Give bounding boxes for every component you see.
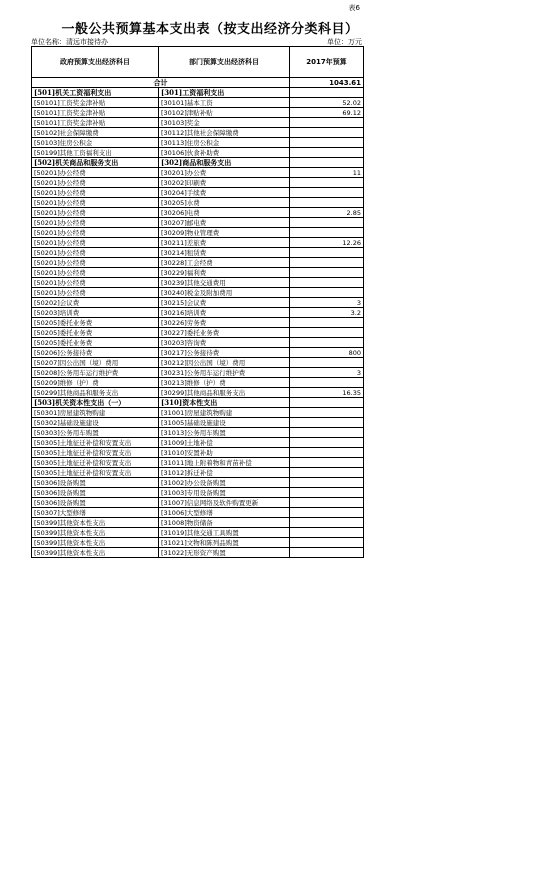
budget-value-cell	[290, 128, 364, 138]
gov-subject-cell: [50201]办公经费	[32, 288, 159, 298]
dept-subject-cell: [30215]会议费	[159, 298, 290, 308]
table-row	[32, 258, 364, 268]
table-row	[32, 208, 364, 218]
table-row	[32, 478, 364, 488]
budget-value-cell: 12.26	[290, 238, 364, 248]
table-row	[32, 98, 364, 108]
gov-subject-cell: [50201]办公经费	[32, 188, 159, 198]
total-row	[32, 78, 364, 88]
table-row	[32, 178, 364, 188]
gov-subject-cell: [50302]基础设施建设	[32, 418, 159, 428]
dept-subject-cell: [30227]委托业务费	[159, 328, 290, 338]
gov-subject-cell: [50205]委托业务费	[32, 338, 159, 348]
table-row	[32, 458, 364, 468]
table-row	[32, 428, 364, 438]
gov-subject-cell: [50205]委托业务费	[32, 318, 159, 328]
table-row	[32, 488, 364, 498]
expenditure-table	[31, 46, 364, 558]
dept-subject-cell: [31009]土地补偿	[159, 438, 290, 448]
table-row	[32, 378, 364, 388]
table-row	[32, 298, 364, 308]
dept-subject-cell: [31013]公务用车购置	[159, 428, 290, 438]
gov-subject-cell: [50201]办公经费	[32, 268, 159, 278]
table-row	[32, 438, 364, 448]
budget-value-cell	[290, 258, 364, 268]
budget-value-cell	[290, 288, 364, 298]
table-row	[32, 238, 364, 248]
table-row	[32, 218, 364, 228]
dept-subject-cell: [31012]拆迁补偿	[159, 468, 290, 478]
gov-subject-cell: [50306]设备购置	[32, 478, 159, 488]
currency-unit-label: 单位：万元	[327, 38, 362, 46]
gov-subject-cell: [50201]办公经费	[32, 218, 159, 228]
dept-subject-cell: [30201]办公费	[159, 168, 290, 178]
dept-subject-cell: [31001]房屋建筑物购建	[159, 408, 290, 418]
table-row	[32, 518, 364, 528]
gov-subject-cell: [50201]办公经费	[32, 198, 159, 208]
dept-subject-cell: [31003]专用设备购置	[159, 488, 290, 498]
gov-subject-cell: [50201]办公经费	[32, 248, 159, 258]
gov-subject-cell: [50205]委托业务费	[32, 328, 159, 338]
budget-value-cell	[290, 378, 364, 388]
budget-value-cell	[290, 548, 364, 558]
gov-subject-cell: [50399]其他资本性支出	[32, 528, 159, 538]
gov-subject-cell: [50199]其他工资福利支出	[32, 148, 159, 158]
dept-subject-cell: [31010]安置补助	[159, 448, 290, 458]
dept-subject-cell: [30299]其他商品和服务支出	[159, 388, 290, 398]
table-row	[32, 368, 364, 378]
table-row	[32, 318, 364, 328]
gov-subject-cell: [50305]土地征迁补偿和安置支出	[32, 438, 159, 448]
budget-value-cell	[290, 528, 364, 538]
gov-subject-cell: [50201]办公经费	[32, 238, 159, 248]
dept-subject-cell: [302]商品和服务支出	[159, 158, 290, 168]
dept-subject-cell: [301]工资福利支出	[159, 88, 290, 98]
budget-value-cell: 2.85	[290, 208, 364, 218]
budget-value-cell	[290, 408, 364, 418]
table-row	[32, 268, 364, 278]
budget-value-cell	[290, 448, 364, 458]
table-row	[32, 138, 364, 148]
budget-value-cell	[290, 328, 364, 338]
table-row	[32, 448, 364, 458]
gov-subject-cell: [50303]公务用车购置	[32, 428, 159, 438]
table-row	[32, 188, 364, 198]
table-number-label: 表6	[348, 4, 360, 12]
budget-value-cell	[290, 438, 364, 448]
budget-value-cell	[290, 508, 364, 518]
gov-subject-cell: [50201]办公经费	[32, 228, 159, 238]
table-row	[32, 468, 364, 478]
budget-value-cell: 3	[290, 368, 364, 378]
dept-subject-cell: [31022]无形资产购置	[159, 548, 290, 558]
dept-subject-cell: [30226]劳务费	[159, 318, 290, 328]
dept-subject-cell: [30106]伙食补助费	[159, 148, 290, 158]
header-gov-subject: 政府预算支出经济科目	[32, 47, 159, 78]
dept-subject-cell: [30231]公务用车运行维护费	[159, 368, 290, 378]
gov-subject-cell: [50101]工资奖金津补贴	[32, 118, 159, 128]
dept-subject-cell: [31005]基础设施建设	[159, 418, 290, 428]
unit-name-label: 单位名称：清远市接待办	[31, 38, 108, 46]
dept-subject-cell: [30228]工会经费	[159, 258, 290, 268]
table-row	[32, 118, 364, 128]
gov-subject-cell: [50102]社会保障缴费	[32, 128, 159, 138]
dept-subject-cell: [30113]住房公积金	[159, 138, 290, 148]
dept-subject-cell: [30205]水费	[159, 198, 290, 208]
dept-subject-cell: [310]资本性支出	[159, 398, 290, 408]
gov-subject-cell: [50305]土地征迁补偿和安置支出	[32, 448, 159, 458]
header-budget-2017: 2017年预算	[290, 47, 364, 78]
dept-subject-cell: [30204]手续费	[159, 188, 290, 198]
budget-value-cell	[290, 478, 364, 488]
dept-subject-cell: [30213]维修（护）费	[159, 378, 290, 388]
gov-subject-cell: [50101]工资奖金津补贴	[32, 98, 159, 108]
budget-value-cell	[290, 338, 364, 348]
table-row	[32, 388, 364, 398]
dept-subject-cell: [30240]税金及附加费用	[159, 288, 290, 298]
dept-subject-cell: [31011]地上附着物和青苗补偿	[159, 458, 290, 468]
dept-subject-cell: [30207]邮电费	[159, 218, 290, 228]
table-row	[32, 418, 364, 428]
dept-subject-cell: [30209]物业管理费	[159, 228, 290, 238]
dept-subject-cell: [30216]培训费	[159, 308, 290, 318]
budget-value-cell	[290, 278, 364, 288]
budget-value-cell	[290, 428, 364, 438]
budget-value-cell	[290, 458, 364, 468]
budget-value-cell	[290, 488, 364, 498]
table-row	[32, 248, 364, 258]
total-value: 1043.61	[290, 78, 364, 88]
budget-value-cell	[290, 138, 364, 148]
gov-subject-cell: [50306]设备购置	[32, 498, 159, 508]
category-row	[32, 398, 364, 408]
gov-subject-cell: [50301]房屋建筑物购建	[32, 408, 159, 418]
budget-value-cell	[290, 538, 364, 548]
budget-value-cell	[290, 88, 364, 98]
budget-value-cell	[290, 198, 364, 208]
gov-subject-cell: [503]机关资本性支出（一）	[32, 398, 159, 408]
dept-subject-cell: [30212]因公出国（境）费用	[159, 358, 290, 368]
table-row	[32, 278, 364, 288]
table-row	[32, 348, 364, 358]
gov-subject-cell: [50203]培训费	[32, 308, 159, 318]
gov-subject-cell: [50201]办公经费	[32, 168, 159, 178]
budget-value-cell: 3.2	[290, 308, 364, 318]
table-row	[32, 148, 364, 158]
table-row	[32, 538, 364, 548]
table-row	[32, 108, 364, 118]
gov-subject-cell: [50305]土地征迁补偿和安置支出	[32, 468, 159, 478]
gov-subject-cell: [50201]办公经费	[32, 258, 159, 268]
dept-subject-cell: [31019]其他交通工具购置	[159, 528, 290, 538]
budget-value-cell	[290, 318, 364, 328]
budget-value-cell: 800	[290, 348, 364, 358]
table-row	[32, 228, 364, 238]
table-row	[32, 128, 364, 138]
dept-subject-cell: [31002]办公设备购置	[159, 478, 290, 488]
dept-subject-cell: [30101]基本工资	[159, 98, 290, 108]
budget-value-cell	[290, 468, 364, 478]
dept-subject-cell: [30211]差旅费	[159, 238, 290, 248]
budget-value-cell	[290, 518, 364, 528]
gov-subject-cell: [50201]办公经费	[32, 278, 159, 288]
gov-subject-cell: [50206]公务接待费	[32, 348, 159, 358]
table-row	[32, 198, 364, 208]
budget-value-cell	[290, 158, 364, 168]
page-title: 一般公共预算基本支出表（按支出经济分类科目）	[61, 22, 359, 37]
dept-subject-cell: [30229]福利费	[159, 268, 290, 278]
budget-value-cell	[290, 398, 364, 408]
gov-subject-cell: [50209]维修（护）费	[32, 378, 159, 388]
dept-subject-cell: [30239]其他交通费用	[159, 278, 290, 288]
gov-subject-cell: [50101]工资奖金津补贴	[32, 108, 159, 118]
budget-value-cell	[290, 498, 364, 508]
dept-subject-cell: [30103]奖金	[159, 118, 290, 128]
table-row	[32, 528, 364, 538]
dept-subject-cell: [30217]公务接待费	[159, 348, 290, 358]
gov-subject-cell: [50201]办公经费	[32, 178, 159, 188]
budget-value-cell	[290, 218, 364, 228]
gov-subject-cell: [50202]会议费	[32, 298, 159, 308]
budget-value-cell	[290, 228, 364, 238]
gov-subject-cell: [50207]因公出国（境）费用	[32, 358, 159, 368]
budget-value-cell	[290, 418, 364, 428]
budget-value-cell: 11	[290, 168, 364, 178]
dept-subject-cell: [30102]津贴补贴	[159, 108, 290, 118]
budget-value-cell	[290, 358, 364, 368]
dept-subject-cell: [31006]大型修缮	[159, 508, 290, 518]
table-row	[32, 408, 364, 418]
table-row	[32, 338, 364, 348]
dept-subject-cell: [31008]物资储备	[159, 518, 290, 528]
budget-value-cell	[290, 268, 364, 278]
header-dept-subject: 部门预算支出经济科目	[159, 47, 290, 78]
table-row	[32, 168, 364, 178]
dept-subject-cell: [30202]印刷费	[159, 178, 290, 188]
table-row	[32, 328, 364, 338]
table-row	[32, 288, 364, 298]
gov-subject-cell: [50201]办公经费	[32, 208, 159, 218]
table-row	[32, 548, 364, 558]
category-row	[32, 158, 364, 168]
budget-value-cell	[290, 188, 364, 198]
budget-value-cell	[290, 248, 364, 258]
gov-subject-cell: [50103]住房公积金	[32, 138, 159, 148]
budget-value-cell	[290, 148, 364, 158]
gov-subject-cell: [50208]公务用车运行维护费	[32, 368, 159, 378]
dept-subject-cell: [31007]信息网络及软件购置更新	[159, 498, 290, 508]
gov-subject-cell: [50399]其他资本性支出	[32, 538, 159, 548]
gov-subject-cell: [50399]其他资本性支出	[32, 518, 159, 528]
gov-subject-cell: [50299]其他商品和服务支出	[32, 388, 159, 398]
gov-subject-cell: [50305]土地征迁补偿和安置支出	[32, 458, 159, 468]
budget-value-cell: 69.12	[290, 108, 364, 118]
budget-value-cell: 3	[290, 298, 364, 308]
category-row	[32, 88, 364, 98]
dept-subject-cell: [30206]电费	[159, 208, 290, 218]
budget-value-cell: 52.02	[290, 98, 364, 108]
gov-subject-cell: [502]机关商品和服务支出	[32, 158, 159, 168]
budget-value-cell: 16.35	[290, 388, 364, 398]
dept-subject-cell: [30112]其他社会保障缴费	[159, 128, 290, 138]
gov-subject-cell: [50307]大型修缮	[32, 508, 159, 518]
table-header-row	[32, 47, 364, 78]
table-row	[32, 498, 364, 508]
total-label: 合计	[32, 78, 290, 88]
dept-subject-cell: [30203]咨询费	[159, 338, 290, 348]
dept-subject-cell: [30214]租赁费	[159, 248, 290, 258]
table-row	[32, 308, 364, 318]
budget-value-cell	[290, 118, 364, 128]
gov-subject-cell: [50399]其他资本性支出	[32, 548, 159, 558]
dept-subject-cell: [31021]文物和陈列品购置	[159, 538, 290, 548]
gov-subject-cell: [501]机关工资福利支出	[32, 88, 159, 98]
table-row	[32, 358, 364, 368]
budget-value-cell	[290, 178, 364, 188]
gov-subject-cell: [50306]设备购置	[32, 488, 159, 498]
table-row	[32, 508, 364, 518]
